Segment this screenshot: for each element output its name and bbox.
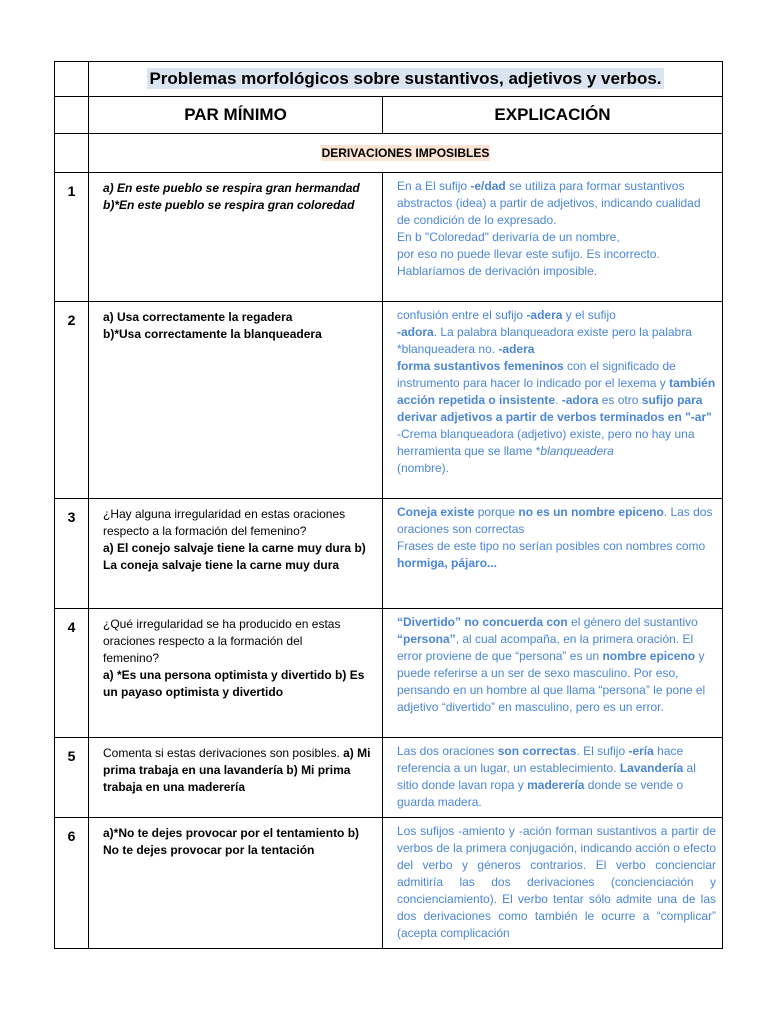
row-number: 1 [55, 173, 89, 302]
explanation-bold: -adora [397, 325, 434, 339]
explanation-bold: forma sustantivos femeninos [397, 359, 564, 373]
minimal-pair-cell [89, 818, 383, 949]
minimal-pair-text: a) *Es una persona optimista y divertido b) Es un payaso optimista y divertido [103, 668, 365, 699]
explanation-cell [383, 738, 723, 818]
explanation-bold: Coneja existe [397, 505, 475, 519]
explanation-bold: “persona” [397, 632, 456, 646]
question-text: Comenta si estas derivaciones son posibles. [103, 746, 344, 760]
explanation-cell [383, 499, 723, 609]
explanation-text: es otro [598, 393, 642, 407]
table-row [55, 738, 723, 818]
explanation-cell [383, 609, 723, 738]
minimal-pair-text: a) El conejo salvaje tiene la carne muy dura b) La coneja salvaje tiene la carne muy dura [103, 541, 366, 572]
explanation-text: Los sufijos -amiento y -ación forman sustantivos a partir de verbos de la primera conjugación, indicando acción o efecto del verbo y géneros contrarios. El verbo concienciar admitiría las dos derivaciones (concienciación y concienciamiento). El verbo tentar sólo admite una de las dos derivaciones como también le ocurre a “complicar” (acepta complicación [397, 824, 716, 940]
section-title: DERIVACIONES IMPOSIBLES [321, 146, 490, 160]
header-left: PAR MÍNIMO [89, 97, 383, 134]
explanation-text: . El sufijo [576, 744, 629, 758]
explanation-cell [383, 173, 723, 302]
empty-cell [55, 97, 89, 134]
explanation-text: confusión entre el sufijo [397, 308, 527, 322]
table-row [55, 302, 723, 499]
morphology-table [54, 61, 723, 949]
table-row [55, 818, 723, 949]
row-number: 2 [55, 302, 89, 499]
explanation-text: Frases de este tipo no serían posibles con nombres como [397, 539, 706, 553]
explanation-bold: son correctas [497, 744, 577, 758]
row-number: 3 [55, 499, 89, 609]
explanation-text: y el sufijo [562, 308, 616, 322]
explanation-text: . Las dos oraciones son correctas [397, 505, 713, 536]
explanation-text: hace referencia a un lugar, un establecimiento. [397, 744, 684, 775]
section-cell [89, 134, 723, 173]
explanation-cell [383, 302, 723, 499]
explanation-text: En a El sufijo [397, 179, 471, 193]
minimal-pair-cell [89, 302, 383, 499]
page-title: Problemas morfológicos sobre sustantivos, adjetivos y verbos. [149, 69, 662, 88]
explanation-bold: -ería [628, 744, 654, 758]
explanation-text: Las dos oraciones [397, 744, 498, 758]
explanation-text: . La palabra blanqueadora existe pero la palabra *blanqueadera no. [397, 325, 692, 356]
explanation-bold: nombre epiceno [602, 649, 696, 663]
title-cell [89, 62, 723, 97]
explanation-text: -Crema blanqueadora (adjetivo) existe, pero no hay una herramienta que se llame * [397, 427, 695, 458]
minimal-pair-cell [89, 609, 383, 738]
table-row [55, 499, 723, 609]
document-table-wrapper [54, 61, 723, 949]
explanation-bold: -adera [526, 308, 563, 322]
explanation-bold: -adera [498, 342, 535, 356]
explanation-bold: hormiga, pájaro... [397, 556, 498, 570]
table-row [55, 609, 723, 738]
explanation-bold: también acción repetida o insistente [397, 376, 716, 407]
row-number: 4 [55, 609, 89, 738]
row-number: 5 [55, 738, 89, 818]
minimal-pair-cell [89, 499, 383, 609]
explanation-italic: blanqueadera [540, 444, 614, 458]
minimal-pair-text: a)*No te dejes provocar por el tentamiento b) No te dejes provocar por la tentación [103, 826, 360, 857]
explanation-text: con el significado de instrumento para hacer lo indicado por el lexema y [397, 359, 676, 390]
header-right: EXPLICACIÓN [383, 97, 723, 134]
minimal-pair-text: b)*Usa correctamente la blanqueadera [103, 327, 322, 341]
section-row [55, 134, 723, 173]
explanation-text: , al cual acompaña, en la primera oración. El error proviene de que “persona” es un [397, 632, 694, 663]
empty-cell [55, 134, 89, 173]
explanation-bold: no es un nombre epiceno [518, 505, 664, 519]
explanation-text: al sitio donde lavan ropa y [397, 761, 696, 792]
explanation-bold: -adora [561, 393, 599, 407]
explanation-text: por eso no puede llevar este sufijo. Es incorrecto. Hablaríamos de derivación imposible. [397, 247, 660, 278]
minimal-pair-cell [89, 738, 383, 818]
explanation-text: En b "Coloredad" derivaría de un nombre, [397, 230, 620, 244]
minimal-pair-text: a) Usa correctamente la regadera [103, 310, 293, 324]
minimal-pair-cell [89, 173, 383, 302]
explanation-text: porque [474, 505, 519, 519]
table-row [55, 173, 723, 302]
explanation-bold: maderería [527, 778, 585, 792]
explanation-bold: -e/dad [470, 179, 506, 193]
row-number: 6 [55, 818, 89, 949]
explanation-text: el género del sustantivo [567, 615, 698, 629]
explanation-cell [383, 818, 723, 949]
explanation-text: donde se vende o guarda madera. [397, 778, 684, 809]
title-row [55, 62, 723, 97]
explanation-text: y puede referirse a un ser de sexo masculino. Por eso, pensando en un hombre al que llama “persona” le pone el adjetivo “divertido” en masculino, pero es un error. [397, 649, 706, 714]
minimal-pair-text: a) En este pueblo se respira gran hermandad b)*En este pueblo se respira gran coloredad [103, 181, 360, 212]
explanation-text: . [555, 393, 562, 407]
question-text: femenino? [103, 651, 160, 665]
empty-cell [55, 62, 89, 97]
explanation-bold: Lavandería [619, 761, 684, 775]
explanation-text: (nombre). [397, 461, 450, 475]
minimal-pair-text: a) Mi prima trabaja en una lavandería b) Mi prima trabaja en una maderería [103, 746, 371, 794]
header-row [55, 97, 723, 134]
explanation-text: se utiliza para formar sustantivos abstractos (idea) a partir de adjetivos, indicando cualidad de condición de lo expresado. [397, 179, 701, 227]
explanation-bold: sufijo para derivar adjetivos a partir de verbos terminados en "-ar" [397, 393, 712, 424]
explanation-bold: “Divertido” no concuerda con [397, 615, 568, 629]
question-text: ¿Hay alguna irregularidad en estas oraciones respecto a la formación del femenino? [103, 507, 346, 538]
question-text: ¿Qué irregularidad se ha producido en estas oraciones respecto a la formación del [103, 617, 341, 648]
